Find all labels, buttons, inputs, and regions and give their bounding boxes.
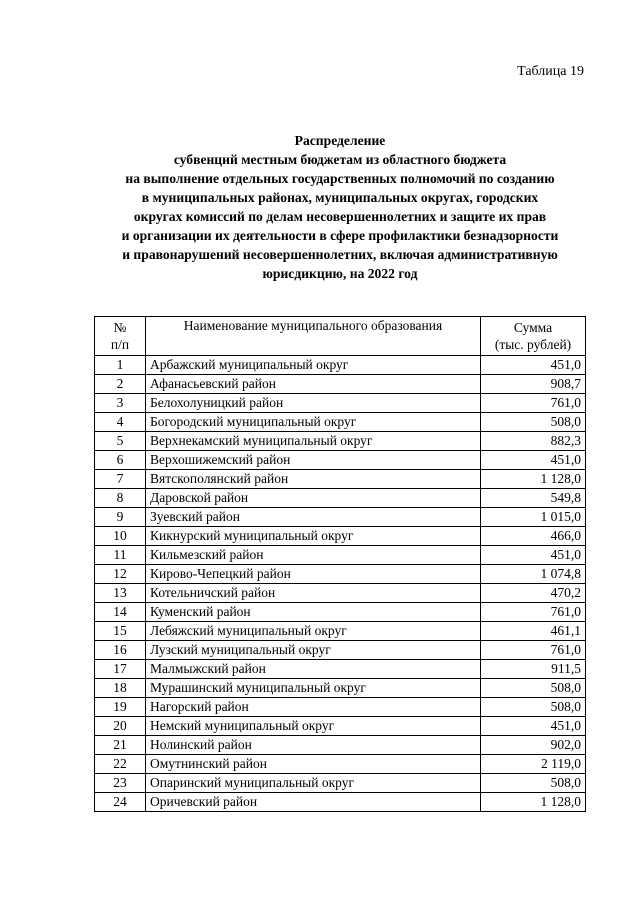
row-number: 3	[95, 394, 146, 413]
row-number: 9	[95, 508, 146, 527]
row-sum: 908,7	[481, 375, 586, 394]
row-number: 19	[95, 698, 146, 717]
row-sum: 902,0	[481, 736, 586, 755]
heading-line: и правонарушений несовершеннолетних, включая административную	[122, 247, 558, 262]
row-name: Лебяжский муниципальный округ	[146, 622, 481, 641]
row-number: 13	[95, 584, 146, 603]
row-sum: 451,0	[481, 451, 586, 470]
row-sum: 508,0	[481, 413, 586, 432]
heading-line: округах комиссий по делам несовершеннолетних и защите их прав	[133, 209, 547, 224]
row-number: 8	[95, 489, 146, 508]
row-number: 21	[95, 736, 146, 755]
table-body	[95, 356, 586, 812]
header-sum	[481, 317, 586, 356]
header-sum-line1: Сумма	[513, 320, 553, 335]
table-row	[95, 603, 586, 622]
row-name: Котельничский район	[146, 584, 481, 603]
table-row	[95, 774, 586, 793]
row-sum: 1 128,0	[481, 470, 586, 489]
row-name: Нагорский район	[146, 698, 481, 717]
row-name: Зуевский район	[146, 508, 481, 527]
heading-line: юрисдикцию, на 2022 год	[262, 266, 418, 281]
table-row	[95, 470, 586, 489]
table-row	[95, 736, 586, 755]
table-header-row	[95, 317, 586, 356]
row-sum: 1 074,8	[481, 565, 586, 584]
table-row	[95, 698, 586, 717]
row-sum: 2 119,0	[481, 755, 586, 774]
heading-line: Распределение	[294, 133, 386, 148]
row-name: Белохолуницкий район	[146, 394, 481, 413]
row-name: Опаринский муниципальный округ	[146, 774, 481, 793]
allocation-table	[94, 316, 586, 812]
row-number: 24	[95, 793, 146, 812]
row-number: 16	[95, 641, 146, 660]
row-name: Кильмезский район	[146, 546, 481, 565]
row-name: Кикнурский муниципальный округ	[146, 527, 481, 546]
row-sum: 1 128,0	[481, 793, 586, 812]
table-row	[95, 679, 586, 698]
heading-line: и организации их деятельности в сфере профилактики безнадзорности	[121, 228, 559, 243]
table-row	[95, 451, 586, 470]
header-number	[95, 317, 146, 356]
row-name: Малмыжский район	[146, 660, 481, 679]
row-number: 15	[95, 622, 146, 641]
row-name: Лузский муниципальный округ	[146, 641, 481, 660]
table-number-label: Таблица 19	[517, 64, 584, 79]
table-row	[95, 584, 586, 603]
row-name: Богородский муниципальный округ	[146, 413, 481, 432]
row-sum: 882,3	[481, 432, 586, 451]
table-row	[95, 660, 586, 679]
row-number: 14	[95, 603, 146, 622]
row-sum: 466,0	[481, 527, 586, 546]
table-row	[95, 527, 586, 546]
row-sum: 451,0	[481, 546, 586, 565]
row-number: 11	[95, 546, 146, 565]
row-sum: 451,0	[481, 717, 586, 736]
row-name: Верхнекамский муниципальный округ	[146, 432, 481, 451]
table-row	[95, 793, 586, 812]
table-row	[95, 489, 586, 508]
table-row	[95, 641, 586, 660]
row-number: 23	[95, 774, 146, 793]
table-row	[95, 755, 586, 774]
row-sum: 508,0	[481, 698, 586, 717]
table-row	[95, 717, 586, 736]
header-number-line1: №	[113, 320, 127, 335]
row-name: Оричевский район	[146, 793, 481, 812]
row-name: Омутнинский район	[146, 755, 481, 774]
row-name: Арбажский муниципальный округ	[146, 356, 481, 375]
row-sum: 508,0	[481, 774, 586, 793]
table-row	[95, 622, 586, 641]
row-number: 17	[95, 660, 146, 679]
heading-line: в муниципальных районах, муниципальных округах, городских	[141, 190, 539, 205]
row-sum: 761,0	[481, 641, 586, 660]
row-sum: 911,5	[481, 660, 586, 679]
row-name: Вятскополянский район	[146, 470, 481, 489]
row-name: Верхошижемский район	[146, 451, 481, 470]
table-row	[95, 413, 586, 432]
table-row	[95, 508, 586, 527]
row-sum: 451,0	[481, 356, 586, 375]
row-name: Куменский район	[146, 603, 481, 622]
row-sum: 761,0	[481, 603, 586, 622]
row-number: 4	[95, 413, 146, 432]
row-number: 18	[95, 679, 146, 698]
header-name: Наименование муниципального образования	[146, 317, 481, 356]
row-name: Кирово-Чепецкий район	[146, 565, 481, 584]
row-number: 20	[95, 717, 146, 736]
heading-line: субвенций местным бюджетам из областного бюджета	[173, 152, 507, 167]
row-number: 1	[95, 356, 146, 375]
row-number: 10	[95, 527, 146, 546]
row-number: 5	[95, 432, 146, 451]
row-name: Даровской район	[146, 489, 481, 508]
row-sum: 461,1	[481, 622, 586, 641]
table-row	[95, 565, 586, 584]
row-sum: 1 015,0	[481, 508, 586, 527]
row-name: Мурашинский муниципальный округ	[146, 679, 481, 698]
row-sum: 470,2	[481, 584, 586, 603]
row-sum: 508,0	[481, 679, 586, 698]
row-sum: 761,0	[481, 394, 586, 413]
row-number: 22	[95, 755, 146, 774]
heading-line: на выполнение отдельных государственных полномочий по созданию	[125, 171, 555, 186]
table-row	[95, 356, 586, 375]
row-number: 2	[95, 375, 146, 394]
row-sum: 549,8	[481, 489, 586, 508]
document-heading	[60, 131, 620, 283]
row-name: Афанасьевский район	[146, 375, 481, 394]
row-name: Нолинский район	[146, 736, 481, 755]
row-number: 6	[95, 451, 146, 470]
row-number: 12	[95, 565, 146, 584]
table-row	[95, 394, 586, 413]
header-number-line2: п/п	[110, 337, 130, 352]
row-name: Немский муниципальный округ	[146, 717, 481, 736]
table-row	[95, 375, 586, 394]
table-row	[95, 546, 586, 565]
table-row	[95, 432, 586, 451]
row-number: 7	[95, 470, 146, 489]
header-sum-line2: (тыс. рублей)	[494, 337, 572, 352]
